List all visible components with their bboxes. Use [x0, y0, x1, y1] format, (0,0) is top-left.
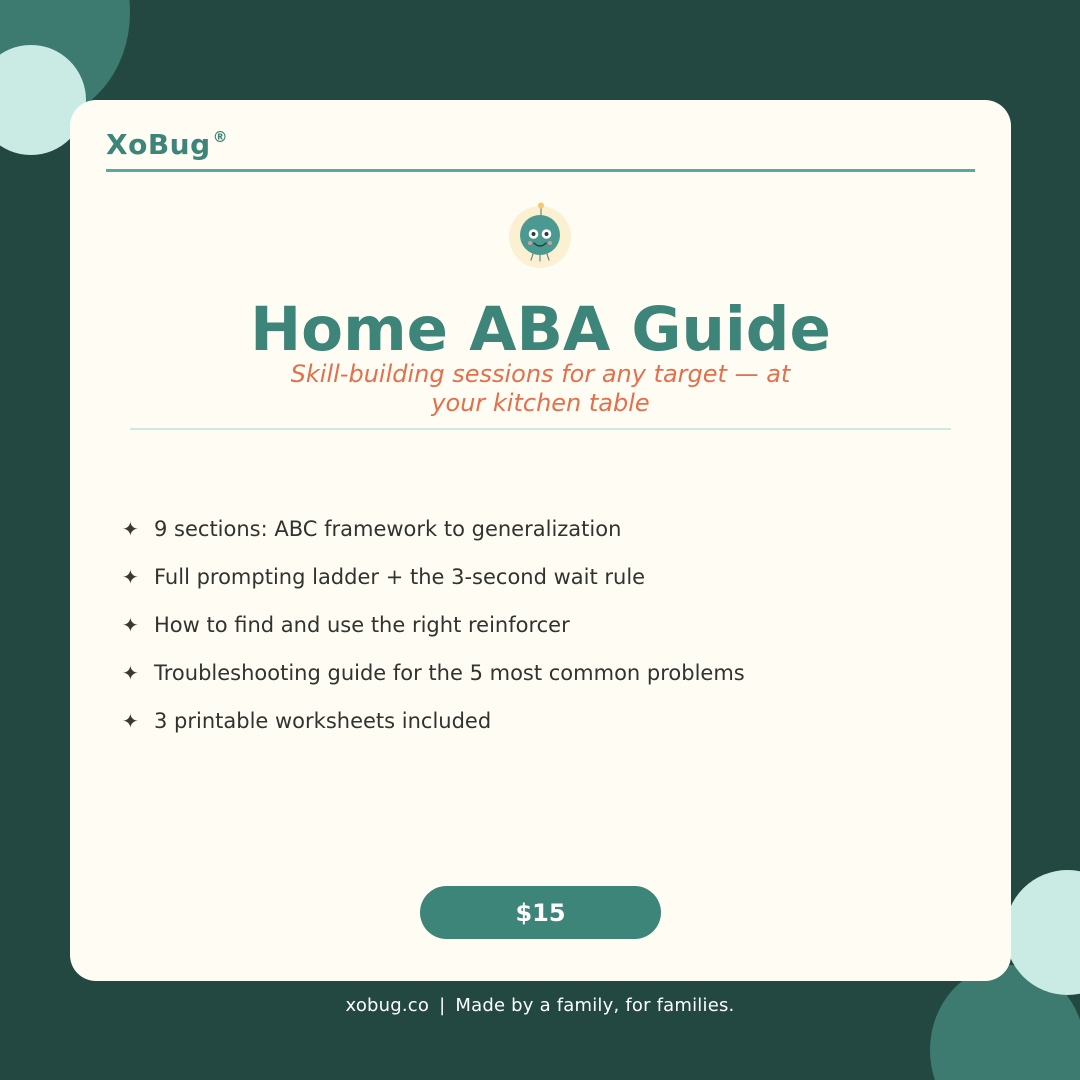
list-item — [122, 505, 745, 553]
website-text: xobug.co — [345, 995, 430, 1016]
guide-heading — [70, 296, 1011, 418]
sparkle-icon: ✦ — [122, 517, 139, 541]
bug-mascot-icon — [508, 202, 572, 268]
list-item — [122, 553, 745, 601]
sparkle-icon: ✦ — [122, 709, 139, 733]
feature-label: Troubleshooting guide for the 5 most common problems — [154, 661, 745, 685]
feature-label: How to find and use the right reinforcer — [154, 613, 570, 637]
brand-divider — [106, 169, 975, 172]
brand-logo — [106, 128, 228, 161]
page-title: Home ABA Guide — [250, 294, 831, 365]
list-item — [122, 601, 745, 649]
price-label: $15 — [515, 898, 566, 927]
list-item — [122, 649, 745, 697]
list-item — [122, 697, 745, 745]
footer — [0, 994, 1080, 1018]
sparkle-icon: ✦ — [122, 565, 139, 589]
brand-name: XoBug — [106, 128, 211, 161]
feature-label: 9 sections: ABC framework to generalization — [154, 517, 622, 541]
feature-label: Full prompting ladder + the 3-second wait rule — [154, 565, 646, 589]
footer-tagline: Made by a family, for families. — [455, 995, 735, 1016]
product-card — [70, 100, 1011, 981]
footer-separator: | — [439, 995, 446, 1016]
sparkle-icon: ✦ — [122, 613, 139, 637]
registered-mark: ® — [212, 128, 229, 146]
feature-label: 3 printable worksheets included — [154, 709, 492, 733]
price-button[interactable] — [420, 886, 661, 939]
section-divider — [130, 428, 951, 430]
sparkle-icon: ✦ — [122, 661, 139, 685]
feature-list — [122, 505, 745, 745]
page-subtitle: Skill-building sessions for any target — at your kitchen table — [290, 360, 791, 417]
